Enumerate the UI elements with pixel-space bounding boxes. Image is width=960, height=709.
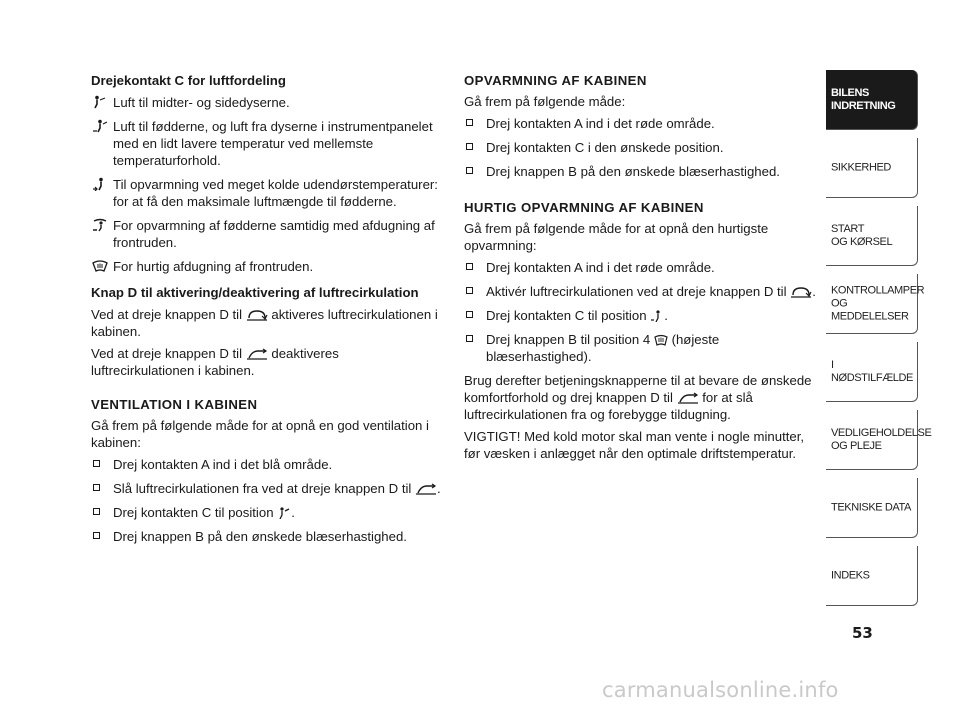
air-to-feet-icon (650, 310, 664, 322)
left-column (91, 72, 443, 552)
knob-d-activate-text: Ved at dreje knappen D til aktiveres luftrecirkulationen i kabinen. (91, 307, 438, 339)
heating-heading: OPVARMNING AF KABINEN (464, 73, 647, 88)
distribution-item: For opvarmning af fødderne samtidig med afdugning af frontruden. (91, 217, 443, 251)
distribution-item: Til opvarmning ved meget kolde udendørstemperaturer: for at få den maksimale luftmængde til fødderne. (91, 176, 443, 210)
fast-heating-step: Aktivér luftrecirkulationen ved at dreje knappen D til . (464, 283, 816, 300)
tab-sikkerhed[interactable]: SIKKERHED (826, 138, 918, 198)
air-to-feet-icon (91, 177, 109, 191)
heating-step: Drej kontakten A ind i det røde område. (464, 115, 816, 132)
ventilation-intro: Gå frem på følgende måde for at opnå en god ventilation i kabinen: (91, 418, 429, 450)
checkbox-bullet-icon (466, 119, 473, 126)
tab-indeks[interactable]: INDEKS (826, 546, 918, 606)
ventilation-step: Drej knappen B på den ønskede blæserhastighed. (91, 528, 443, 545)
checkbox-bullet-icon (466, 287, 473, 294)
checkbox-bullet-icon (466, 167, 473, 174)
tab-bilens-indretning[interactable]: BILENS INDRETNING (826, 70, 918, 130)
distribution-item: Luft til fødderne, og luft fra dyserne i instrumentpanelet med en lidt lavere temperatur ved mellemste temperaturforhold. (91, 118, 443, 169)
right-column (464, 72, 816, 467)
checkbox-bullet-icon (466, 335, 473, 342)
watermark: carmanualsonline.info (602, 678, 839, 702)
distribution-item: Luft til midter- og sidedyserne. (91, 94, 443, 111)
heating-intro: Gå frem på følgende måde: (464, 94, 626, 109)
outside-air-icon (677, 392, 699, 404)
air-to-face-icon (277, 507, 291, 519)
windscreen-defrost-icon (91, 259, 109, 273)
fast-heating-step: Drej kontakten A ind i det røde område. (464, 259, 816, 276)
checkbox-bullet-icon (93, 532, 100, 539)
heating-step: Drej knappen B på den ønskede blæserhastighed. (464, 163, 816, 180)
distribution-item: For hurtig afdugning af frontruden. (91, 258, 443, 275)
section-tabs (826, 70, 932, 614)
heating-step: Drej kontakten C i den ønskede position. (464, 139, 816, 156)
fast-heating-step: Drej kontakten C til position . (464, 307, 816, 324)
ventilation-heading: VENTILATION I KABINEN (91, 397, 258, 412)
knob-d-heading: Knap D til aktivering/deaktivering af luftrecirkulation (91, 285, 419, 300)
ventilation-step: Drej kontakten C til position . (91, 504, 443, 521)
recirculation-icon (790, 286, 812, 298)
recirculation-icon (246, 309, 268, 321)
windscreen-defrost-icon (654, 334, 668, 346)
checkbox-bullet-icon (466, 143, 473, 150)
outside-air-icon (415, 483, 437, 495)
usage-text: Brug derefter betjeningsknapperne til at bevare de ønskede komfortforhold og drej knappen D til for at slå luftrecirkulationen fra og forebygge tildugning. (464, 373, 812, 422)
tab-start-og-korsel[interactable]: START OG KØRSEL (826, 206, 918, 266)
outside-air-icon (246, 348, 268, 360)
checkbox-bullet-icon (93, 460, 100, 467)
fast-heating-intro: Gå frem på følgende måde for at opnå den hurtigste opvarmning: (464, 221, 769, 253)
page-number: 53 (852, 624, 873, 642)
fast-heating-step: Drej knappen B til position 4 (højeste blæserhastighed). (464, 331, 816, 365)
checkbox-bullet-icon (466, 311, 473, 318)
ventilation-step: Slå luftrecirkulationen fra ved at dreje knappen D til . (91, 480, 443, 497)
fast-heating-heading: HURTIG OPVARMNING AF KABINEN (464, 200, 704, 215)
tab-i-nodstilfaelde[interactable]: I NØDSTILFÆLDE (826, 342, 918, 402)
air-face-and-feet-icon (91, 119, 109, 133)
distribution-heading: Drejekontakt C for luftfordeling (91, 73, 286, 88)
tab-kontrollamper[interactable]: KONTROLLAMPER OG MEDDELELSER (826, 274, 918, 334)
tab-tekniske-data[interactable]: TEKNISKE DATA (826, 478, 918, 538)
checkbox-bullet-icon (466, 263, 473, 270)
air-feet-and-windscreen-icon (91, 218, 109, 232)
ventilation-step: Drej kontakten A ind i det blå område. (91, 456, 443, 473)
checkbox-bullet-icon (93, 484, 100, 491)
knob-d-deactivate-text: Ved at dreje knappen D til deaktiveres luftrecirkulationen i kabinen. (91, 346, 339, 378)
important-note: VIGTIGT! Med kold motor skal man vente i nogle minutter, før væsken i anlægget når den optimale driftstemperatur. (464, 429, 805, 461)
air-to-face-icon (91, 95, 109, 109)
checkbox-bullet-icon (93, 508, 100, 515)
tab-vedligeholdelse[interactable]: VEDLIGEHOLDELSE OG PLEJE (826, 410, 918, 470)
